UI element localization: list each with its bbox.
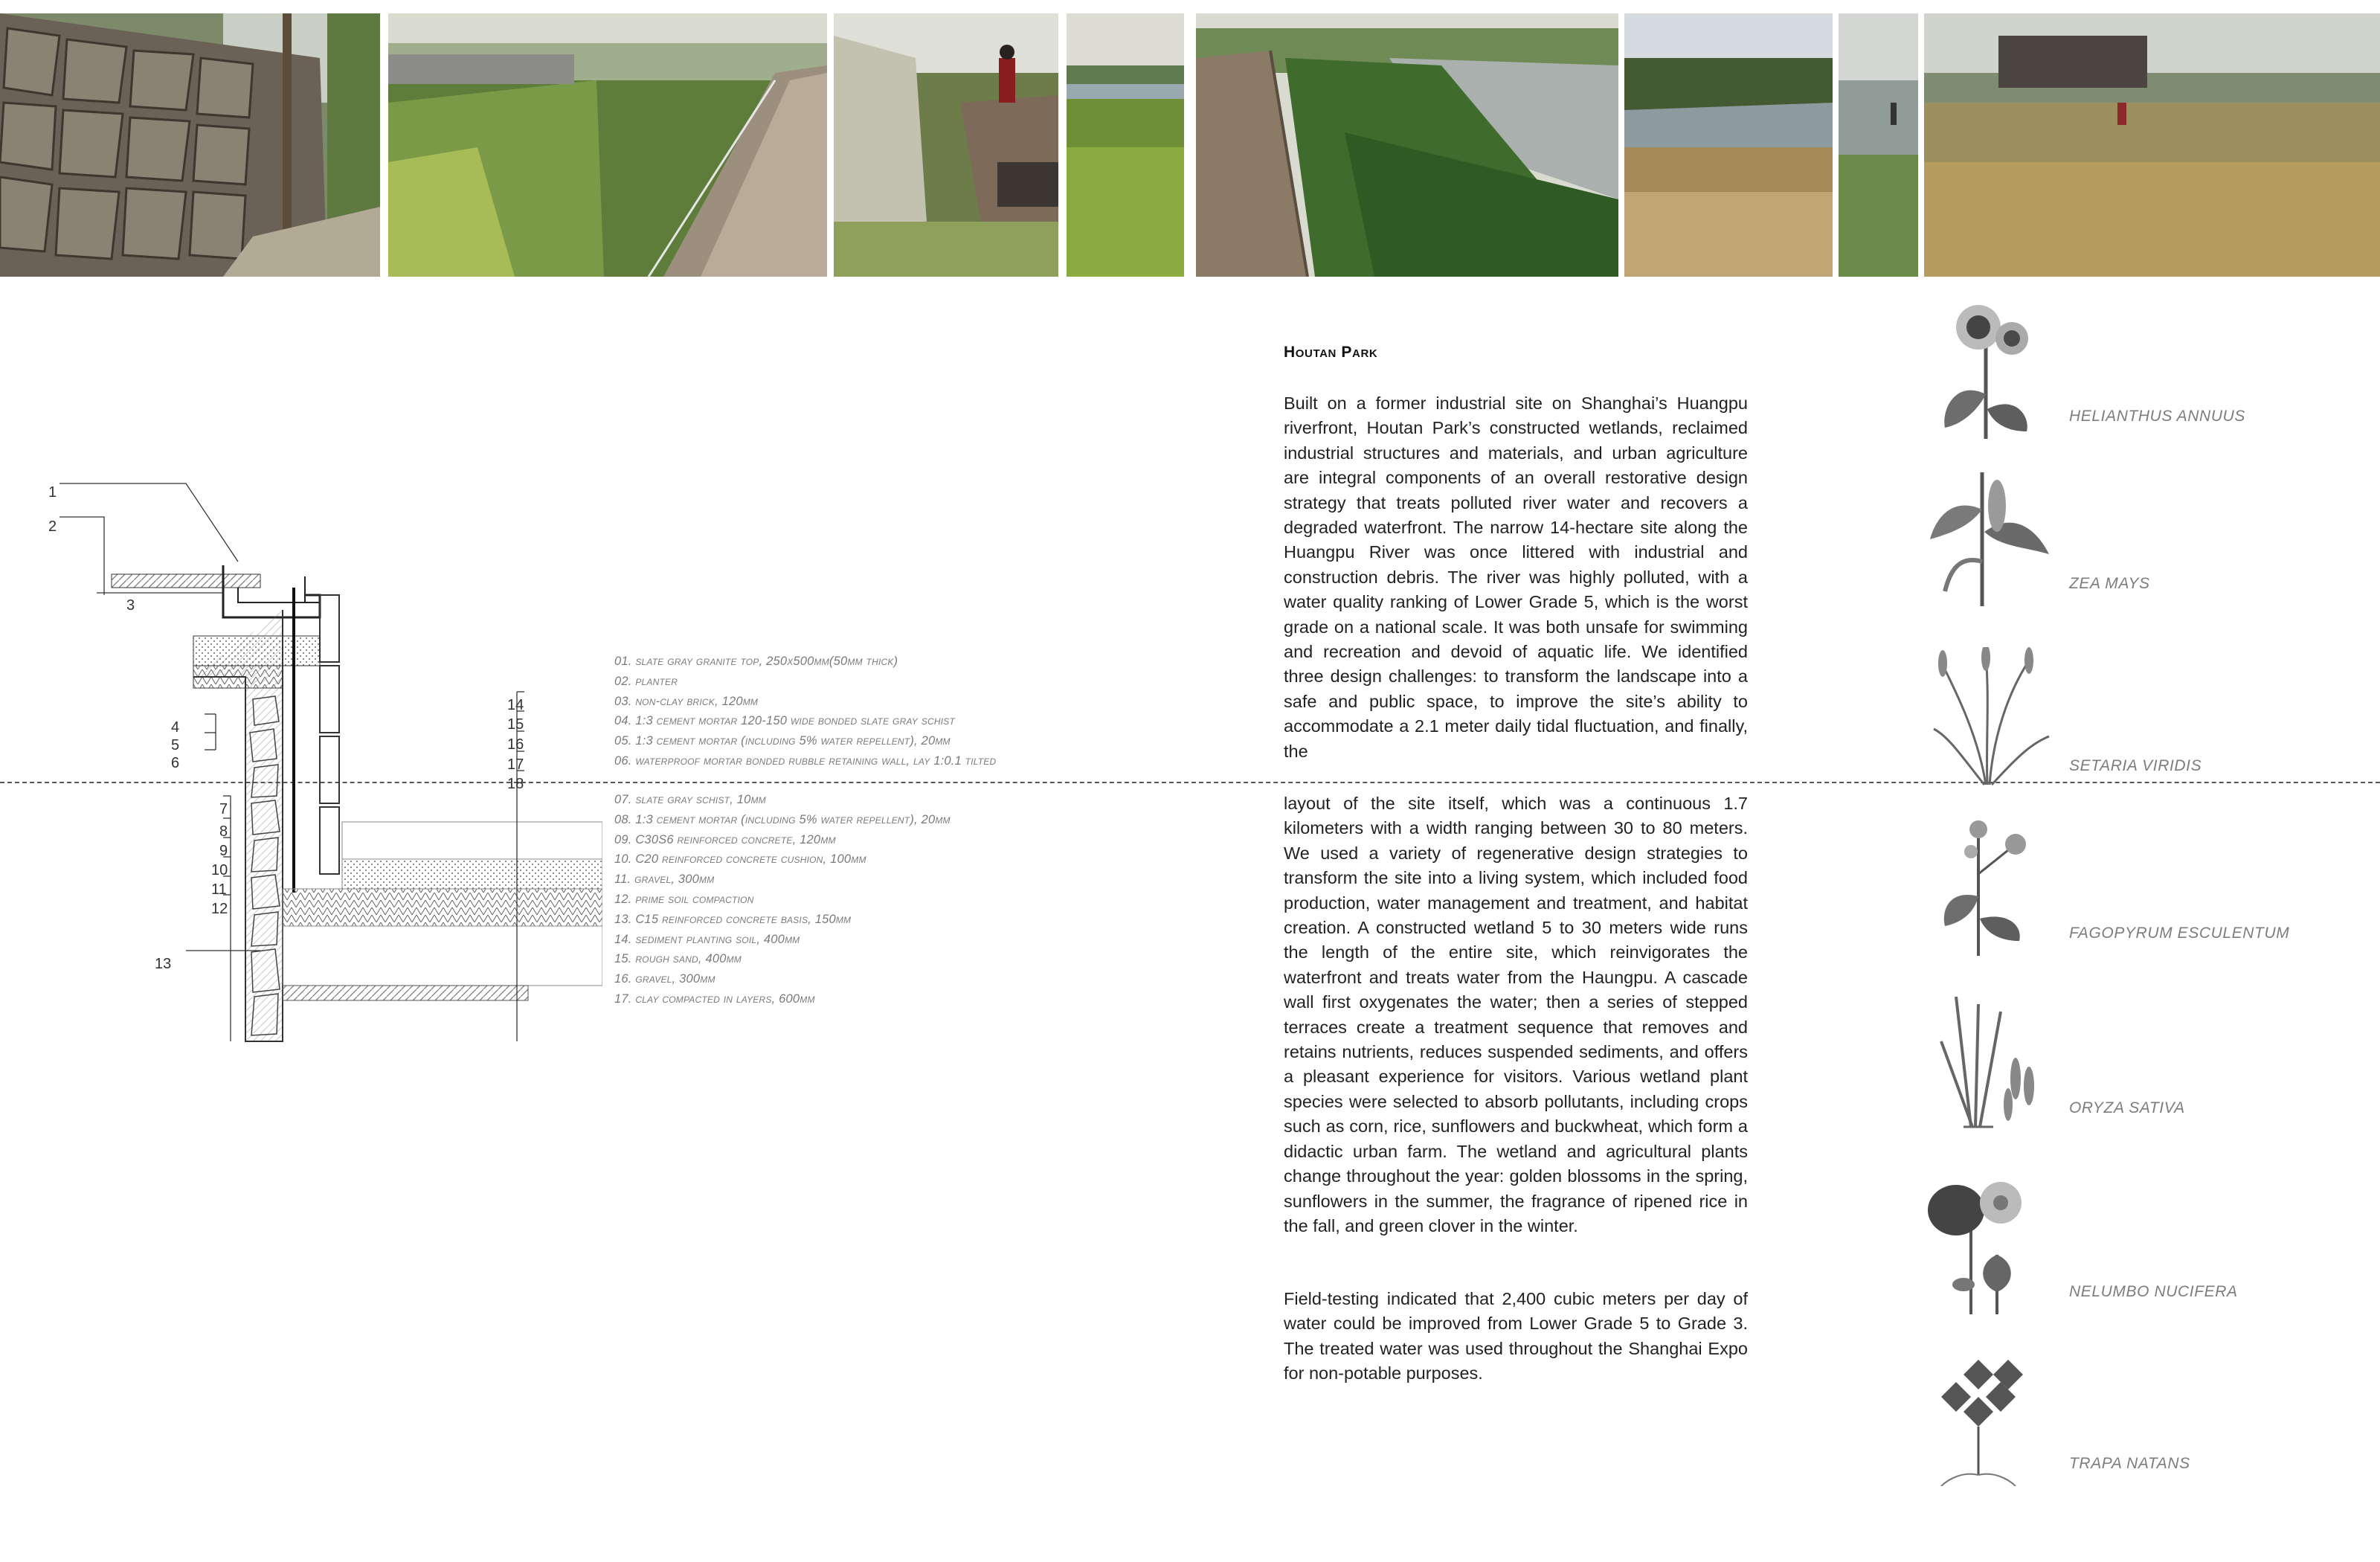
callout-2: 2 <box>48 518 57 535</box>
callout-9: 9 <box>219 843 228 859</box>
legend-item: 08. 1:3 cement mortar (including 5% water repellent), 20mm <box>614 812 951 826</box>
legend-item: 14. sediment planting soil, 400mm <box>614 932 800 946</box>
plant-fagopyrum <box>1926 814 2343 963</box>
callout-3: 3 <box>126 597 135 614</box>
water-caltrop-illustration <box>1926 1345 2053 1486</box>
rice-illustration <box>1926 989 2053 1131</box>
sunflower-illustration <box>1926 298 2053 439</box>
photo-terrace-boardwalk <box>388 13 827 277</box>
legend-item: 11. gravel, 300mm <box>614 872 715 887</box>
foxtail-grass-illustration <box>1926 647 2053 788</box>
callout-17: 17 <box>507 756 524 773</box>
legend-item: 07. slate gray schist, 10mm <box>614 793 766 806</box>
buckwheat-illustration <box>1926 814 2053 956</box>
plant-name: ORYZA SATIVA <box>2069 1099 2185 1116</box>
legend-item: 06. waterproof mortar bonded rubble retaining wall, lay 1:0.1 tilted <box>614 753 997 768</box>
callout-7: 7 <box>219 801 228 817</box>
article-paragraph-2: layout of the site itself, which was a continuous 1.7 kilometers with a width ranging between 30 to 80 meters. We used a variety of regenerative design strategies to transform the site into a living system, which included food production, water management and treatment, and habitat creation. A constructed wetland 5 to 30 meters wide runs the length of the entire site, which reinvigorates the waterfront and treats water from the Haungpu. A cascade wall first oxygenates the water; then a series of stepped terraces create a treatment sequence that removes and retains nutrients, reduces suspended sediments, and offers a pleasant experience for visitors. Various wetland plant species were selected to absorb pollutants, including crops such as corn, rice, sunflowers and buckwheat, which form a didactic urban farm. The wetland and agricultural plants change throughout the year: golden blossoms in the spring, sunflowers in the summer, the fragrance of ripened rice in the fall, and green clover in the winter. <box>1284 794 1748 1235</box>
photo-boardwalk-pond <box>1196 13 1618 277</box>
callout-18: 18 <box>507 776 524 792</box>
legend-item: 05. 1:3 cement mortar (including 5% water repellent), 20mm <box>614 734 951 748</box>
plant-zea <box>1926 465 2343 614</box>
lotus-illustration <box>1926 1173 2053 1314</box>
material-legend-top <box>614 652 1150 771</box>
photo-river-grasses <box>1624 13 1833 277</box>
callout-15: 15 <box>507 716 524 733</box>
callout-16: 16 <box>507 736 524 753</box>
plant-name: NELUMBO NUCIFERA <box>2069 1283 2238 1300</box>
article-title: Houtan Park <box>1284 344 1378 361</box>
legend-item: 02. planter <box>614 674 678 688</box>
legend-item: 16. gravel, 300mm <box>614 972 715 986</box>
callout-10: 10 <box>211 862 228 878</box>
legend-item: 12. prime soil compaction <box>614 892 754 906</box>
callout-13: 13 <box>155 956 172 972</box>
callout-4: 4 <box>171 719 180 736</box>
callout-11: 11 <box>211 881 227 898</box>
plant-name: HELIANTHUS ANNUUS <box>2069 408 2245 425</box>
photo-wetland-edge <box>1067 13 1184 277</box>
photo-stone-wall <box>0 13 380 277</box>
plant-helianthus <box>1926 298 2343 446</box>
callout-6: 6 <box>171 755 180 771</box>
legend-item: 10. C20 reinforced concrete cushion, 100mm <box>614 852 866 867</box>
photo-meadow-pavilion <box>1924 13 2380 277</box>
legend-item: 04. 1:3 cement mortar 120-150 wide bonded slate gray schist <box>614 714 955 728</box>
legend-item: 01. slate gray granite top, 250x500mm(50mm thick) <box>614 655 898 668</box>
photo-grass-walkway <box>834 13 1058 277</box>
plant-oryza <box>1926 989 2343 1138</box>
plant-name: ZEA MAYS <box>2069 575 2150 592</box>
legend-item: 13. C15 reinforced concrete basis, 150mm <box>614 912 852 926</box>
callout-14: 14 <box>507 697 524 713</box>
plant-name: FAGOPYRUM ESCULENTUM <box>2069 925 2290 942</box>
legend-item: 17. clay compacted in layers, 600mm <box>614 991 815 1006</box>
legend-item: 15. rough sand, 400mm <box>614 952 742 966</box>
plant-setaria <box>1926 647 2343 796</box>
callout-12: 12 <box>211 901 228 917</box>
callout-5: 5 <box>171 737 180 753</box>
plant-name: SETARIA VIRIDIS <box>2069 757 2202 774</box>
material-legend-bottom <box>614 790 1150 1009</box>
plant-trapa <box>1926 1345 2343 1494</box>
photo-path-person <box>1839 13 1918 277</box>
legend-item: 03. non-clay brick, 120mm <box>614 694 759 708</box>
callout-8: 8 <box>219 823 228 840</box>
callout-1: 1 <box>48 484 57 501</box>
legend-item: 09. C30S6 reinforced concrete, 120mm <box>614 832 836 846</box>
plant-name: TRAPA NATANS <box>2069 1455 2190 1472</box>
plant-nelumbo <box>1926 1173 2343 1322</box>
section-detail-drawing <box>37 476 602 1056</box>
corn-illustration <box>1926 465 2053 606</box>
article-paragraph-1: Built on a former industrial site on Shanghai’s Huangpu riverfront, Houtan Park’s constructed wetlands, reclaimed industrial structures and materials, and urban agriculture are integral components of an overall restorative design strategy that treats polluted river water and recovers a degraded waterfront. The narrow 14-hectare site along the Huangpu River was once littered with industrial and construction debris. The river was highly polluted, with a water quality ranking of Lower Grade 5, which is the worst grade on a national scale. It was both unsafe for swimming and recreation and devoid of aquatic life. We identified three design challenges: to transform the landscape into a safe and public space, to improve the site’s ability to accommodate a 2.1 meter daily tidal fluctuation, and finally, the <box>1284 393 1748 761</box>
article-paragraph-3: Field-testing indicated that 2,400 cubic meters per day of water could be improved from Lower Grade 5 to Grade 3. The treated water was used throughout the Shanghai Expo for non-potable purposes. <box>1284 1289 1748 1383</box>
